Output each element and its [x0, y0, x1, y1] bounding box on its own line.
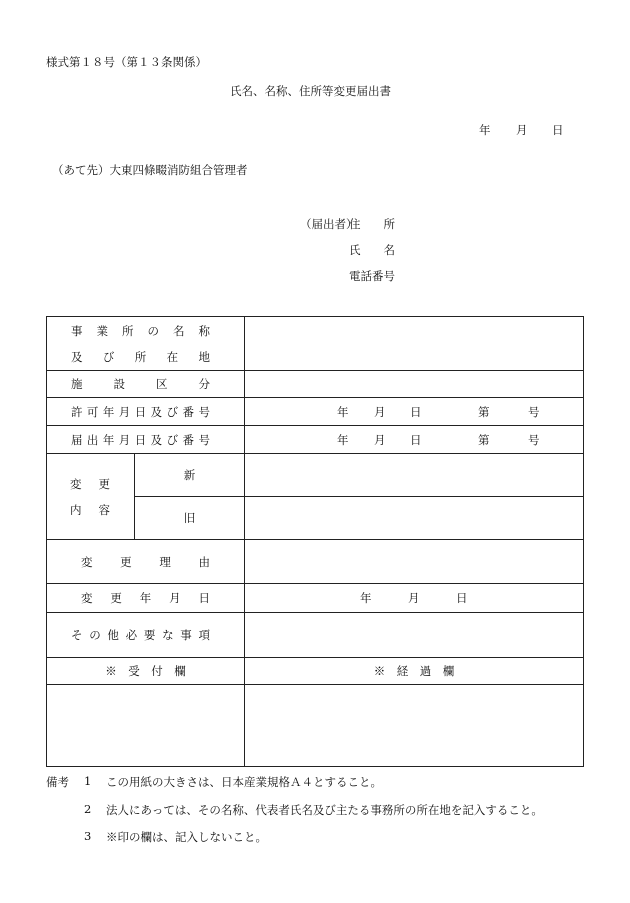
change-reason-field[interactable]: [245, 540, 584, 584]
notify-date-number-label: 届出年月日及び番号: [47, 426, 245, 454]
date-day: 日: [552, 123, 564, 137]
other-matters-label: その他必要な事項: [47, 613, 245, 658]
date-year: 年: [479, 123, 491, 137]
change-old-label: 旧: [135, 497, 245, 540]
permit-date-number-label: 許可年月日及び番号: [47, 398, 245, 426]
change-new-label: 新: [135, 454, 245, 497]
office-name-label: 事業所の名称 及び所在地: [47, 317, 245, 371]
other-matters-field[interactable]: [245, 613, 584, 658]
note-3-number: 3: [84, 829, 92, 843]
notification-table: [46, 316, 584, 767]
reception-field: [47, 685, 245, 767]
permit-date-number-field[interactable]: 年 月 日 第 号: [245, 398, 584, 426]
note-2-number: 2: [84, 802, 92, 816]
change-reason-label: 変更理由: [47, 540, 245, 584]
note-3-text: ※印の欄は、記入しないこと。: [106, 830, 267, 844]
facility-category-field[interactable]: [245, 371, 584, 398]
reception-column-header: ※ 受 付 欄: [47, 658, 245, 685]
note-1-text: この用紙の大きさは、日本産業規格Ａ４とすること。: [106, 775, 382, 789]
progress-field: [245, 685, 584, 767]
notifier-address-label: 住 所: [349, 217, 395, 231]
notifier-phone-label: 電話番号: [349, 269, 395, 283]
progress-column-header: ※ 経 過 欄: [245, 658, 584, 685]
form-number: 様式第１８号（第１３条関係）: [46, 55, 207, 69]
change-new-field[interactable]: [245, 454, 584, 497]
addressee: （あて先）大東四條畷消防組合管理者: [52, 163, 248, 177]
change-date-field[interactable]: 年 月 日: [245, 584, 584, 613]
change-content-label: 変更 内容: [47, 454, 135, 540]
change-old-field[interactable]: [245, 497, 584, 540]
notifier-name-label: 氏 名: [349, 243, 395, 257]
note-1-number: 1: [84, 774, 92, 788]
change-date-label: 変更年月日: [47, 584, 245, 613]
notes-label: 備考: [46, 775, 69, 789]
notify-date-number-field[interactable]: 年 月 日 第 号: [245, 426, 584, 454]
notifier-prefix: （届出者）: [300, 217, 358, 231]
date-month: 月: [516, 123, 528, 137]
note-2-text: 法人にあっては、その名称、代表者氏名及び主たる事務所の所在地を記入すること。: [106, 803, 543, 817]
form-title: 氏名、名称、住所等変更届出書: [230, 84, 391, 98]
facility-category-label: 施設区分: [47, 371, 245, 398]
office-name-field[interactable]: [245, 317, 584, 371]
